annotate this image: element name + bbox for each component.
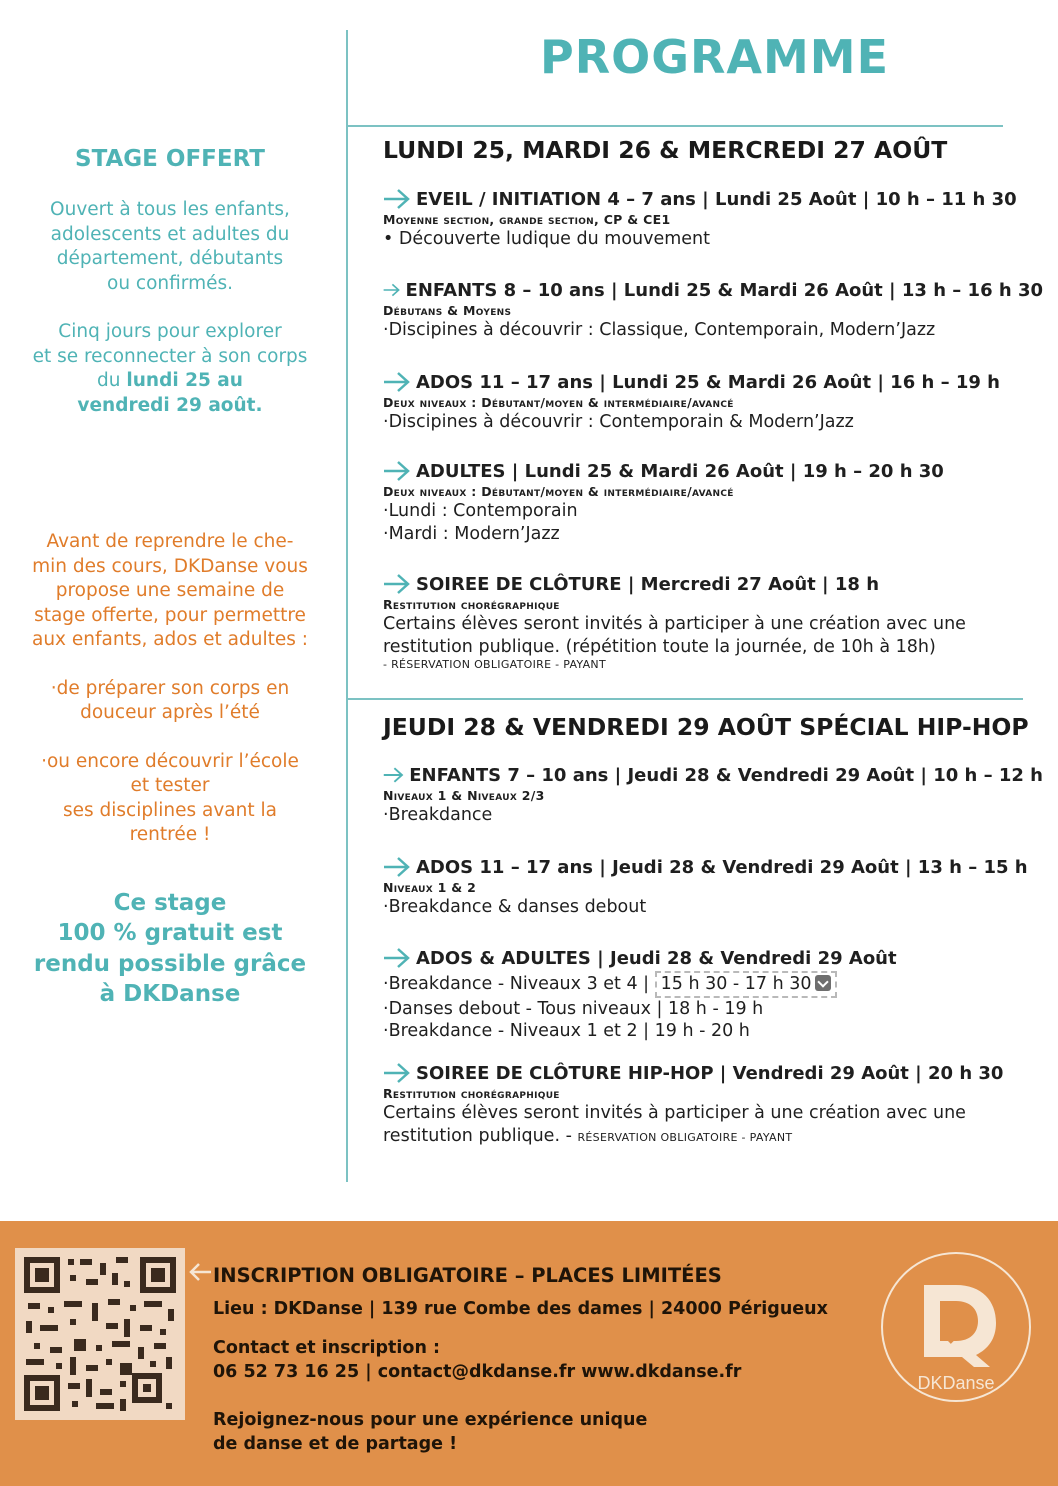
program-item: [383, 571, 1043, 671]
arrow-right-icon: [383, 764, 404, 786]
item-line: [383, 971, 1043, 998]
final-line: Ce stage: [113, 889, 227, 916]
item-line: ·Breakdance: [383, 805, 493, 825]
qr-code-icon: [20, 1253, 180, 1415]
orange-text-3: [0, 750, 340, 848]
footer-banner: [0, 1221, 1058, 1486]
horizontal-divider: [348, 698, 1023, 700]
logo-text: DKDanse: [917, 1373, 995, 1393]
page-title: PROGRAMME: [540, 30, 889, 84]
arrow-right-icon: [383, 371, 411, 393]
week1-title: LUNDI 25, MARDI 26 & MERCREDI 27 AOÛT: [383, 136, 948, 164]
item-heading: SOIREE DE CLÔTURE HIP-HOP | Vendredi 29 Août | 20 h 30: [416, 1062, 1004, 1084]
item-heading: ADOS 11 – 17 ans | Jeudi 28 & Vendredi 29 Août | 13 h – 15 h: [416, 856, 1028, 878]
item-line: restitution publique. (répétition toute la journée, de 10h à 18h): [383, 636, 936, 657]
item-line: Certains élèves seront invités à participer à une création avec une: [383, 614, 966, 634]
program-item: [383, 1060, 1043, 1149]
selected-time-value: 15 h 30 - 17 h 30: [660, 974, 812, 994]
days-line-bold: vendredi 29 août.: [77, 394, 263, 416]
item-heading: SOIREE DE CLÔTURE | Mercredi 27 Août | 18 h: [416, 573, 880, 595]
reservation-note: RÉSERVATION OBLIGATOIRE - PAYANT: [577, 1130, 793, 1144]
lieu-text: Lieu : DKDanse | 139 rue Combe des dames | 24000 Périgueux: [213, 1299, 828, 1319]
item-subtitle: Restitution chorégraphique: [383, 1086, 560, 1101]
program-item: [383, 854, 1043, 919]
orange-line: ·ou encore découvrir l’école: [41, 750, 299, 772]
item-subtitle: Moyenne section, grande section, CP & CE1: [383, 212, 671, 227]
orange-text-1: [0, 530, 340, 653]
reservation-note: - RÉSERVATION OBLIGATOIRE - PAYANT: [383, 658, 606, 671]
intro-line: département, débutants: [56, 248, 284, 269]
item-line: ·Breakdance & danses debout: [383, 897, 647, 917]
item-line: ·Lundi : Contemporain: [383, 501, 578, 521]
item-subtitle: Niveaux 1 & 2: [383, 880, 477, 895]
orange-line: douceur après l’été: [80, 702, 260, 723]
item-subtitle: Restitution chorégraphique: [383, 597, 560, 612]
item-heading: ENFANTS 7 – 10 ans | Jeudi 28 & Vendredi 29 Août | 10 h – 12 h: [409, 764, 1043, 786]
item-line-text: ·Breakdance - Niveaux 3 et 4 |: [383, 974, 655, 994]
item-line-text: restitution publique. -: [383, 1125, 578, 1146]
item-line: ·Mardi : Modern’Jazz: [383, 523, 560, 544]
dkdanse-logo: [878, 1249, 1034, 1405]
days-line: Cinq jours pour explorer: [58, 321, 282, 342]
orange-line: et tester: [130, 775, 210, 796]
arrow-right-icon: [383, 460, 411, 482]
contact-label: Contact et inscription :: [213, 1338, 440, 1358]
stage-offert-heading: STAGE OFFERT: [75, 146, 265, 172]
days-line-bold: lundi 25 au: [126, 370, 243, 391]
days-line: [0, 369, 340, 394]
contact-info[interactable]: 06 52 73 16 25 | contact@dkdanse.fr www.dkdanse.fr: [213, 1362, 742, 1382]
arrow-right-icon: [383, 856, 411, 878]
item-heading: ADOS 11 – 17 ans | Lundi 25 & Mardi 26 Août | 16 h – 19 h: [416, 371, 1000, 393]
orange-text-2: [0, 677, 340, 726]
intro-text: [0, 198, 340, 296]
item-heading: EVEIL / INITIATION 4 – 7 ans | Lundi 25 Août | 10 h – 11 h 30: [416, 188, 1017, 210]
days-line-prefix: du: [97, 370, 127, 391]
final-line: rendu possible grâce: [33, 950, 307, 977]
arrow-right-icon: [383, 947, 411, 969]
item-line: ·Discipines à découvrir : Classique, Contemporain, Modern’Jazz: [383, 320, 936, 340]
arrow-left-icon: [188, 1261, 212, 1283]
item-subtitle: Niveaux 1 & Niveaux 2/3: [383, 788, 545, 803]
arrow-right-icon: [383, 573, 411, 595]
orange-line: min des cours, DKDanse vous: [32, 555, 308, 577]
orange-line: Avant de reprendre le che-: [46, 531, 294, 552]
intro-line: Ouvert à tous les enfants,: [50, 199, 290, 220]
orange-line: aux enfants, ados et adultes :: [32, 629, 308, 650]
item-subtitle: Deux niveaux : Débutant/moyen & intermédiaire/avancé: [383, 395, 734, 410]
item-subtitle: Débutans & Moyens: [383, 303, 512, 318]
item-line: Certains élèves seront invités à participer à une création avec une: [383, 1103, 966, 1123]
item-line: • Découverte ludique du mouvement: [383, 229, 711, 249]
program-item: [383, 369, 1043, 434]
week2-title: JEUDI 28 & VENDREDI 29 AOÛT SPÉCIAL HIP-HOP: [383, 713, 1029, 741]
intro-line: adolescents et adultes du: [50, 223, 290, 245]
item-heading: ADULTES | Lundi 25 & Mardi 26 Août | 19 h – 20 h 30: [416, 460, 944, 482]
item-heading: ENFANTS 8 – 10 ans | Lundi 25 & Mardi 26 Août | 13 h – 16 h 30: [405, 279, 1043, 301]
vertical-divider: [346, 30, 348, 1182]
horizontal-divider: [348, 125, 1003, 127]
final-line: à DKDanse: [99, 981, 241, 1007]
item-line: [383, 1125, 1043, 1150]
intro-line: ou confirmés.: [107, 272, 233, 294]
orange-line: propose une semaine de: [55, 580, 285, 601]
check-icon[interactable]: [815, 975, 831, 991]
arrow-right-icon: [383, 1062, 411, 1084]
selected-time-text[interactable]: [655, 971, 837, 998]
program-item: [383, 762, 1043, 827]
program-item: [383, 186, 1043, 251]
item-heading: ADOS & ADULTES | Jeudi 28 & Vendredi 29 Août: [416, 947, 897, 969]
left-column: [0, 140, 340, 1010]
item-line: ·Breakdance - Niveaux 1 et 2 | 19 h - 20 h: [383, 1021, 750, 1041]
orange-line: ses disciplines avant la: [63, 799, 277, 821]
qr-code[interactable]: [15, 1248, 185, 1420]
program-item: [383, 458, 1043, 545]
item-line: ·Discipines à découvrir : Contemporain & Modern’Jazz: [383, 412, 854, 432]
item-line: ·Danses debout - Tous niveaux | 18 h - 19 h: [383, 998, 764, 1019]
program-item: [383, 945, 1043, 1043]
orange-line: stage offerte, pour permettre: [34, 604, 306, 626]
orange-line: ·de préparer son corps en: [50, 677, 290, 699]
days-text: [0, 320, 340, 418]
gratuit-text: [0, 888, 340, 1010]
orange-line: rentrée !: [129, 824, 211, 845]
arrow-right-icon: [383, 188, 411, 210]
join-line: Rejoignez-nous pour une expérience unique: [213, 1410, 648, 1430]
program-item: [383, 277, 1043, 342]
final-line: 100 % gratuit est: [57, 920, 283, 946]
days-line: et se reconnecter à son corps: [32, 345, 308, 367]
inscription-heading: INSCRIPTION OBLIGATOIRE – PLACES LIMITÉES: [213, 1264, 722, 1287]
arrow-right-icon: [383, 279, 401, 301]
item-subtitle: Deux niveaux : Débutant/moyen & intermédiaire/avancé: [383, 484, 734, 499]
join-line: de danse et de partage !: [213, 1434, 458, 1454]
